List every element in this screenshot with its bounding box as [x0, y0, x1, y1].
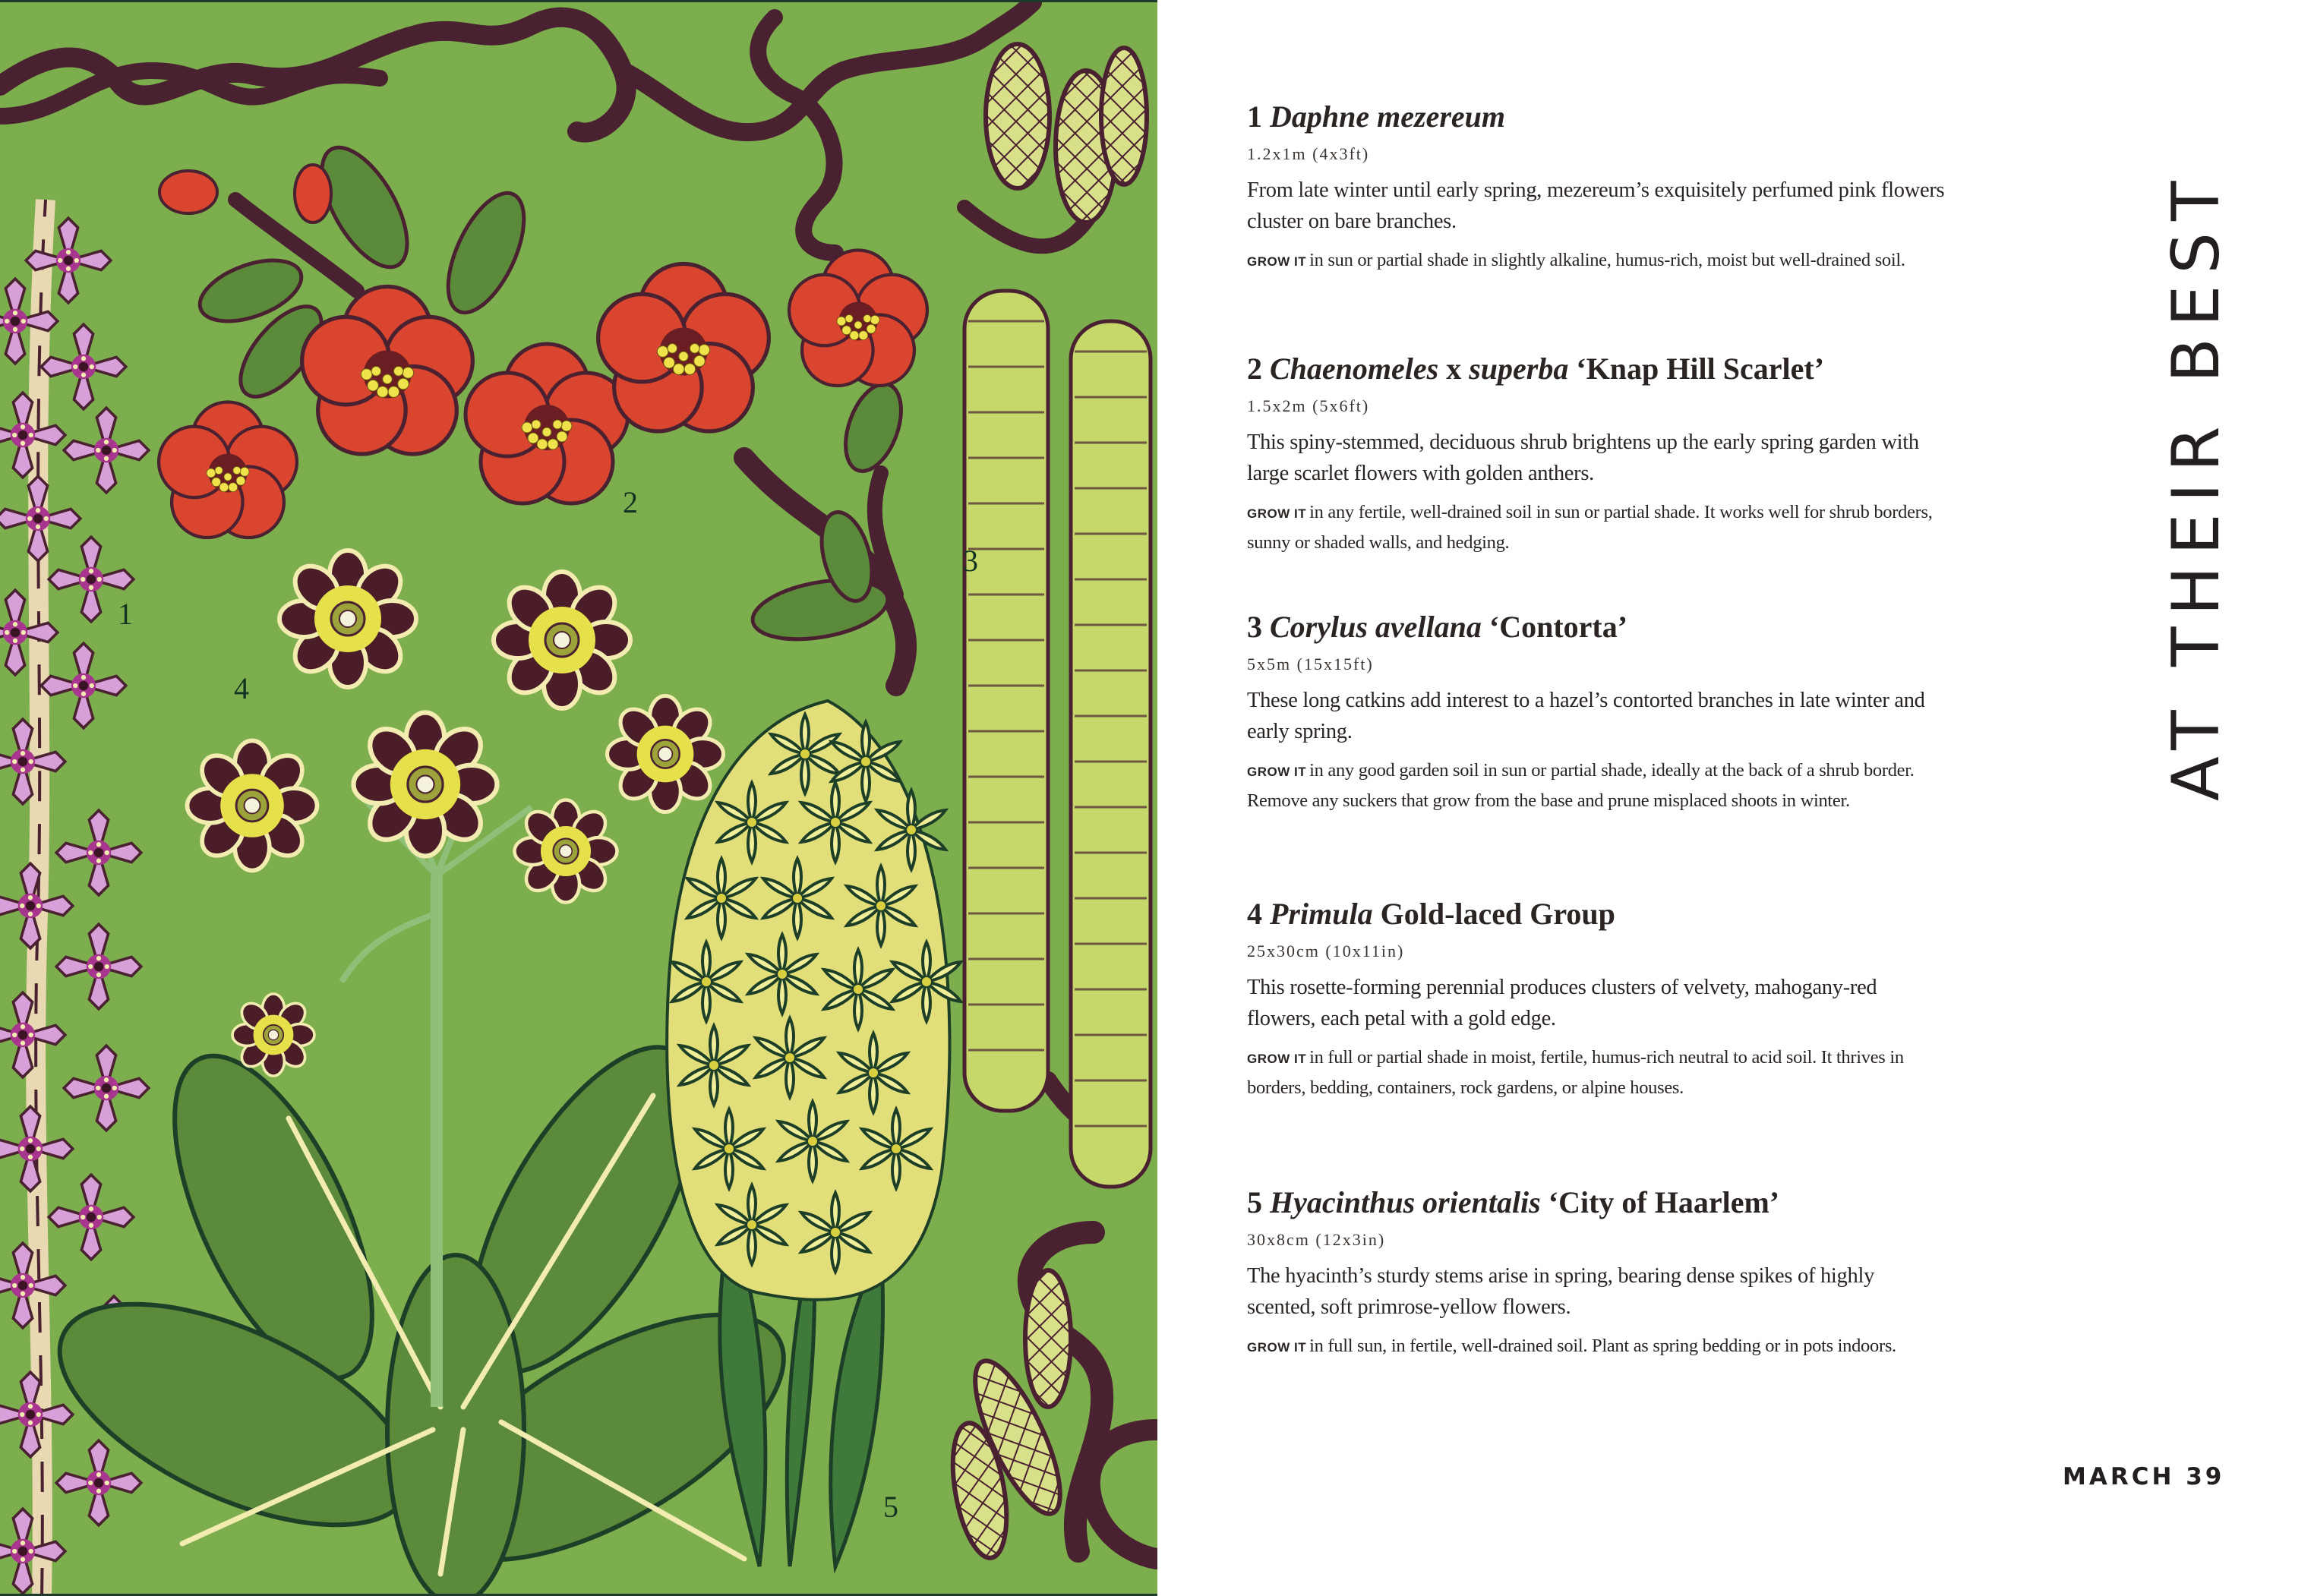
entry-number: 2 [1247, 352, 1262, 386]
entry-title [1247, 351, 1946, 387]
plant-dimensions: 1.5x2m (5x6ft) [1247, 396, 1370, 415]
cultivar-name: ‘Knap Hill Scarlet’ [1568, 352, 1825, 386]
entry-number: 3 [1247, 610, 1262, 644]
botanical-illustration [0, 2, 1157, 1596]
text-page [1157, 0, 2314, 1596]
section-title-text: AT THEIR BEST [2158, 169, 2234, 801]
cultivar-name: ‘City of Haarlem’ [1540, 1185, 1780, 1219]
latin-name: Corylus avellana [1270, 610, 1482, 644]
grow-it-label: GROW IT [1247, 506, 1307, 521]
plant-description: These long catkins add interest to a hazel’s contorted branches in late winter and early spring. [1247, 689, 1925, 743]
grow-it-label: GROW IT [1247, 254, 1307, 269]
hyacinth-spike [667, 701, 962, 1300]
grow-it-label: GROW IT [1247, 1340, 1307, 1355]
grow-text: in sun or partial shade in slightly alkaline, humus-rich, moist but well-drained soil. [1309, 250, 1905, 270]
latin-name: Hyacinthus orientalis [1270, 1185, 1541, 1219]
section-title [2158, 95, 2234, 801]
grow-text: in full sun, in fertile, well-drained soil. Plant as spring bedding or in pots indoors. [1309, 1336, 1896, 1356]
plate-number-4: 4 [234, 671, 249, 705]
grow-instructions [1247, 246, 1946, 276]
primula-flowers [188, 550, 724, 1076]
grow-text: in full or partial shade in moist, fertile, humus-rich neutral to acid soil. It thrives in borders, bedding, containers, rock gardens, or alpine houses. [1247, 1047, 1904, 1098]
grow-text: in any fertile, well-drained soil in sun or partial shade. It works well for shrub borders, sunny or shaded walls, and hedging. [1247, 502, 1933, 553]
entry-title [1247, 896, 1946, 932]
latin-name: Primula [1270, 897, 1373, 931]
plant-dimensions: 25x30cm (10x11in) [1247, 942, 1405, 960]
hazel-catkins [944, 44, 1151, 1562]
plant-entry [1247, 896, 1946, 1102]
entry-number: 5 [1247, 1185, 1262, 1219]
cultivar-name: Gold-laced Group [1372, 897, 1615, 931]
grow-instructions [1247, 498, 1946, 557]
entry-title [1247, 1184, 1946, 1221]
plant-description: From late winter until early spring, mezereum’s exquisitely perfumed pink flowers cluster on bare branches. [1247, 178, 1945, 233]
plant-dimensions: 5x5m (15x15ft) [1247, 654, 1374, 673]
plant-dimensions: 30x8cm (12x3in) [1247, 1230, 1386, 1249]
entry-title [1247, 609, 1946, 645]
plant-entry [1247, 1184, 1946, 1362]
plate-number-1: 1 [118, 597, 133, 631]
entry-number: 1 [1247, 99, 1262, 134]
latin-name: Chaenomeles [1270, 352, 1439, 386]
plant-description: This rosette-forming perennial produces clusters of velvety, mahogany-red flowers, each petal with a gold edge. [1247, 976, 1877, 1030]
plant-dimensions: 1.2x1m (4x3ft) [1247, 144, 1370, 163]
plant-description: The hyacinth’s sturdy stems arise in spring, bearing dense spikes of highly scented, soft primrose-yellow flowers. [1247, 1264, 1875, 1319]
latin-name: Daphne mezereum [1270, 99, 1505, 134]
grow-instructions [1247, 756, 1946, 815]
grow-instructions [1247, 1043, 1946, 1102]
grow-it-label: GROW IT [1247, 1052, 1307, 1066]
plate-number-5: 5 [883, 1490, 898, 1524]
plant-description: This spiny-stemmed, deciduous shrub brightens up the early spring garden with large scarlet flowers with golden anthers. [1247, 431, 1919, 485]
cultivar-name: ‘Contorta’ [1481, 610, 1628, 644]
grow-instructions [1247, 1332, 1946, 1362]
page-folio: MARCH 39 [2063, 1463, 2225, 1490]
grow-it-label: GROW IT [1247, 765, 1307, 779]
entry-title [1247, 99, 1946, 135]
grow-text: in any good garden soil in sun or partial shade, ideally at the back of a shrub border. Remove any suckers that grow from the base and prune misplaced shoots in winter. [1247, 760, 1915, 811]
plant-entry [1247, 99, 1946, 276]
plate-number-2: 2 [623, 485, 638, 519]
connector: x [1438, 352, 1470, 386]
latin-name-2: superba [1469, 352, 1569, 386]
plant-entry [1247, 609, 1946, 815]
plate-number-3: 3 [963, 544, 978, 578]
entry-number: 4 [1247, 897, 1262, 931]
plant-entry [1247, 351, 1946, 557]
